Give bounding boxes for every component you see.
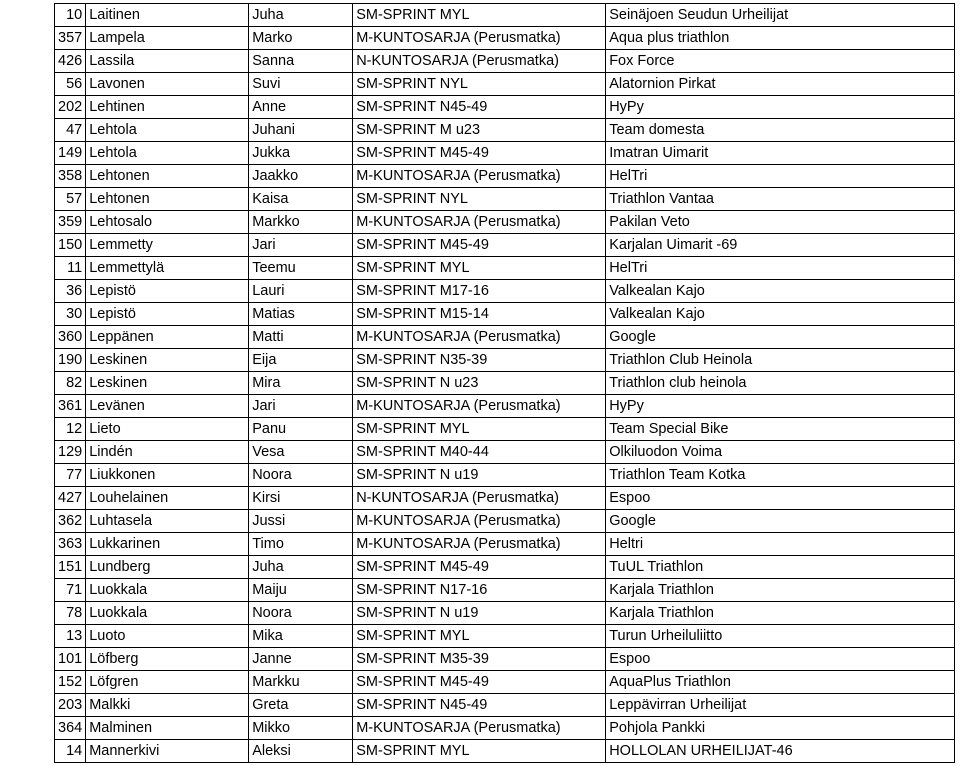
- club-cell: AquaPlus Triathlon: [606, 671, 955, 694]
- series-cell: SM-SPRINT M40-44: [353, 441, 606, 464]
- table-row: [55, 740, 955, 763]
- first-name-cell: Matias: [249, 303, 353, 326]
- first-name-cell: Jussi: [249, 510, 353, 533]
- series-cell: SM-SPRINT M45-49: [353, 142, 606, 165]
- series-cell: N-KUNTOSARJA (Perusmatka): [353, 50, 606, 73]
- club-cell: Valkealan Kajo: [606, 280, 955, 303]
- last-name-cell: Luhtasela: [86, 510, 249, 533]
- first-name-cell: Greta: [249, 694, 353, 717]
- bib-number-cell: 14: [55, 740, 86, 763]
- bib-number-cell: 71: [55, 579, 86, 602]
- club-cell: Leppävirran Urheilijat: [606, 694, 955, 717]
- bib-number-cell: 12: [55, 418, 86, 441]
- bib-number-cell: 30: [55, 303, 86, 326]
- table-row: [55, 234, 955, 257]
- club-cell: Olkiluodon Voima: [606, 441, 955, 464]
- bib-number-cell: 57: [55, 188, 86, 211]
- club-cell: Team domesta: [606, 119, 955, 142]
- club-cell: Valkealan Kajo: [606, 303, 955, 326]
- series-cell: M-KUNTOSARJA (Perusmatka): [353, 717, 606, 740]
- bib-number-cell: 101: [55, 648, 86, 671]
- table-row: [55, 303, 955, 326]
- series-cell: SM-SPRINT M15-14: [353, 303, 606, 326]
- last-name-cell: Mannerkivi: [86, 740, 249, 763]
- last-name-cell: Lehtonen: [86, 165, 249, 188]
- series-cell: SM-SPRINT NYL: [353, 73, 606, 96]
- bib-number-cell: 82: [55, 372, 86, 395]
- table-row: [55, 27, 955, 50]
- table-row: [55, 142, 955, 165]
- first-name-cell: Juha: [249, 556, 353, 579]
- series-cell: SM-SPRINT MYL: [353, 625, 606, 648]
- bib-number-cell: 10: [55, 4, 86, 27]
- table-row: [55, 464, 955, 487]
- last-name-cell: Liukkonen: [86, 464, 249, 487]
- series-cell: M-KUNTOSARJA (Perusmatka): [353, 211, 606, 234]
- table-row: [55, 188, 955, 211]
- table-row: [55, 441, 955, 464]
- last-name-cell: Lepistö: [86, 303, 249, 326]
- last-name-cell: Luoto: [86, 625, 249, 648]
- participant-table: [54, 3, 955, 763]
- bib-number-cell: 47: [55, 119, 86, 142]
- series-cell: SM-SPRINT MYL: [353, 4, 606, 27]
- club-cell: HelTri: [606, 165, 955, 188]
- first-name-cell: Aleksi: [249, 740, 353, 763]
- series-cell: M-KUNTOSARJA (Perusmatka): [353, 395, 606, 418]
- last-name-cell: Leskinen: [86, 349, 249, 372]
- table-row: [55, 50, 955, 73]
- bib-number-cell: 151: [55, 556, 86, 579]
- series-cell: SM-SPRINT M45-49: [353, 234, 606, 257]
- last-name-cell: Louhelainen: [86, 487, 249, 510]
- series-cell: SM-SPRINT N u19: [353, 464, 606, 487]
- series-cell: SM-SPRINT N45-49: [353, 96, 606, 119]
- bib-number-cell: 358: [55, 165, 86, 188]
- bib-number-cell: 149: [55, 142, 86, 165]
- last-name-cell: Lukkarinen: [86, 533, 249, 556]
- club-cell: Fox Force: [606, 50, 955, 73]
- last-name-cell: Luokkala: [86, 602, 249, 625]
- series-cell: SM-SPRINT M u23: [353, 119, 606, 142]
- first-name-cell: Janne: [249, 648, 353, 671]
- series-cell: M-KUNTOSARJA (Perusmatka): [353, 510, 606, 533]
- bib-number-cell: 361: [55, 395, 86, 418]
- bib-number-cell: 426: [55, 50, 86, 73]
- bib-number-cell: 357: [55, 27, 86, 50]
- series-cell: SM-SPRINT M45-49: [353, 671, 606, 694]
- last-name-cell: Lundberg: [86, 556, 249, 579]
- table-row: [55, 579, 955, 602]
- club-cell: HelTri: [606, 257, 955, 280]
- bib-number-cell: 152: [55, 671, 86, 694]
- first-name-cell: Marko: [249, 27, 353, 50]
- club-cell: Espoo: [606, 487, 955, 510]
- bib-number-cell: 360: [55, 326, 86, 349]
- table-row: [55, 625, 955, 648]
- last-name-cell: Leppänen: [86, 326, 249, 349]
- club-cell: HyPy: [606, 395, 955, 418]
- series-cell: SM-SPRINT MYL: [353, 740, 606, 763]
- club-cell: Team Special Bike: [606, 418, 955, 441]
- club-cell: Karjalan Uimarit -69: [606, 234, 955, 257]
- table-row: [55, 372, 955, 395]
- table-row: [55, 717, 955, 740]
- last-name-cell: Laitinen: [86, 4, 249, 27]
- bib-number-cell: 203: [55, 694, 86, 717]
- series-cell: SM-SPRINT N17-16: [353, 579, 606, 602]
- bib-number-cell: 190: [55, 349, 86, 372]
- series-cell: SM-SPRINT N u19: [353, 602, 606, 625]
- series-cell: M-KUNTOSARJA (Perusmatka): [353, 165, 606, 188]
- bib-number-cell: 78: [55, 602, 86, 625]
- table-row: [55, 694, 955, 717]
- series-cell: SM-SPRINT N35-39: [353, 349, 606, 372]
- club-cell: Triathlon Club Heinola: [606, 349, 955, 372]
- series-cell: SM-SPRINT M35-39: [353, 648, 606, 671]
- first-name-cell: Anne: [249, 96, 353, 119]
- first-name-cell: Sanna: [249, 50, 353, 73]
- bib-number-cell: 202: [55, 96, 86, 119]
- club-cell: Turun Urheiluliitto: [606, 625, 955, 648]
- club-cell: Espoo: [606, 648, 955, 671]
- bib-number-cell: 359: [55, 211, 86, 234]
- first-name-cell: Mika: [249, 625, 353, 648]
- bib-number-cell: 362: [55, 510, 86, 533]
- series-cell: N-KUNTOSARJA (Perusmatka): [353, 487, 606, 510]
- last-name-cell: Lindén: [86, 441, 249, 464]
- table-row: [55, 280, 955, 303]
- last-name-cell: Luokkala: [86, 579, 249, 602]
- table-row: [55, 671, 955, 694]
- bib-number-cell: 427: [55, 487, 86, 510]
- club-cell: Triathlon club heinola: [606, 372, 955, 395]
- first-name-cell: Noora: [249, 464, 353, 487]
- series-cell: SM-SPRINT N u23: [353, 372, 606, 395]
- first-name-cell: Markku: [249, 671, 353, 694]
- table-row: [55, 556, 955, 579]
- first-name-cell: Jari: [249, 234, 353, 257]
- club-cell: HyPy: [606, 96, 955, 119]
- first-name-cell: Jukka: [249, 142, 353, 165]
- table-row: [55, 4, 955, 27]
- bib-number-cell: 13: [55, 625, 86, 648]
- bib-number-cell: 363: [55, 533, 86, 556]
- first-name-cell: Timo: [249, 533, 353, 556]
- club-cell: Pakilan Veto: [606, 211, 955, 234]
- first-name-cell: Panu: [249, 418, 353, 441]
- last-name-cell: Malkki: [86, 694, 249, 717]
- club-cell: TuUL Triathlon: [606, 556, 955, 579]
- club-cell: HOLLOLAN URHEILIJAT-46: [606, 740, 955, 763]
- club-cell: Triathlon Vantaa: [606, 188, 955, 211]
- last-name-cell: Lehtola: [86, 142, 249, 165]
- club-cell: Alatornion Pirkat: [606, 73, 955, 96]
- table-row: [55, 96, 955, 119]
- first-name-cell: Juha: [249, 4, 353, 27]
- table-row: [55, 533, 955, 556]
- club-cell: Pohjola Pankki: [606, 717, 955, 740]
- club-cell: Karjala Triathlon: [606, 602, 955, 625]
- first-name-cell: Mikko: [249, 717, 353, 740]
- last-name-cell: Lehtosalo: [86, 211, 249, 234]
- first-name-cell: Jari: [249, 395, 353, 418]
- club-cell: Karjala Triathlon: [606, 579, 955, 602]
- first-name-cell: Teemu: [249, 257, 353, 280]
- first-name-cell: Maiju: [249, 579, 353, 602]
- first-name-cell: Kirsi: [249, 487, 353, 510]
- first-name-cell: Eija: [249, 349, 353, 372]
- bib-number-cell: 129: [55, 441, 86, 464]
- table-row: [55, 487, 955, 510]
- last-name-cell: Lehtola: [86, 119, 249, 142]
- first-name-cell: Juhani: [249, 119, 353, 142]
- series-cell: M-KUNTOSARJA (Perusmatka): [353, 533, 606, 556]
- last-name-cell: Lieto: [86, 418, 249, 441]
- last-name-cell: Lassila: [86, 50, 249, 73]
- last-name-cell: Löfgren: [86, 671, 249, 694]
- club-cell: Google: [606, 510, 955, 533]
- first-name-cell: Kaisa: [249, 188, 353, 211]
- table-row: [55, 257, 955, 280]
- series-cell: M-KUNTOSARJA (Perusmatka): [353, 27, 606, 50]
- first-name-cell: Mira: [249, 372, 353, 395]
- first-name-cell: Noora: [249, 602, 353, 625]
- first-name-cell: Lauri: [249, 280, 353, 303]
- bib-number-cell: 77: [55, 464, 86, 487]
- table-row: [55, 165, 955, 188]
- bib-number-cell: 56: [55, 73, 86, 96]
- table-row: [55, 211, 955, 234]
- bib-number-cell: 36: [55, 280, 86, 303]
- series-cell: SM-SPRINT M17-16: [353, 280, 606, 303]
- club-cell: Google: [606, 326, 955, 349]
- table-row: [55, 349, 955, 372]
- bib-number-cell: 364: [55, 717, 86, 740]
- club-cell: Triathlon Team Kotka: [606, 464, 955, 487]
- bib-number-cell: 150: [55, 234, 86, 257]
- last-name-cell: Lepistö: [86, 280, 249, 303]
- last-name-cell: Malminen: [86, 717, 249, 740]
- last-name-cell: Lehtinen: [86, 96, 249, 119]
- last-name-cell: Lemmetty: [86, 234, 249, 257]
- participant-table-body: [55, 4, 955, 763]
- table-row: [55, 418, 955, 441]
- series-cell: SM-SPRINT MYL: [353, 257, 606, 280]
- bib-number-cell: 11: [55, 257, 86, 280]
- series-cell: SM-SPRINT MYL: [353, 418, 606, 441]
- last-name-cell: Lemmettylä: [86, 257, 249, 280]
- table-row: [55, 119, 955, 142]
- series-cell: SM-SPRINT M45-49: [353, 556, 606, 579]
- series-cell: M-KUNTOSARJA (Perusmatka): [353, 326, 606, 349]
- last-name-cell: Lampela: [86, 27, 249, 50]
- last-name-cell: Leskinen: [86, 372, 249, 395]
- club-cell: Seinäjoen Seudun Urheilijat: [606, 4, 955, 27]
- series-cell: SM-SPRINT N45-49: [353, 694, 606, 717]
- first-name-cell: Markko: [249, 211, 353, 234]
- club-cell: Aqua plus triathlon: [606, 27, 955, 50]
- first-name-cell: Matti: [249, 326, 353, 349]
- last-name-cell: Lehtonen: [86, 188, 249, 211]
- last-name-cell: Lavonen: [86, 73, 249, 96]
- last-name-cell: Levänen: [86, 395, 249, 418]
- first-name-cell: Vesa: [249, 441, 353, 464]
- table-row: [55, 602, 955, 625]
- table-row: [55, 326, 955, 349]
- table-row: [55, 395, 955, 418]
- table-row: [55, 73, 955, 96]
- first-name-cell: Suvi: [249, 73, 353, 96]
- club-cell: Imatran Uimarit: [606, 142, 955, 165]
- series-cell: SM-SPRINT NYL: [353, 188, 606, 211]
- first-name-cell: Jaakko: [249, 165, 353, 188]
- last-name-cell: Löfberg: [86, 648, 249, 671]
- table-row: [55, 510, 955, 533]
- club-cell: Heltri: [606, 533, 955, 556]
- table-row: [55, 648, 955, 671]
